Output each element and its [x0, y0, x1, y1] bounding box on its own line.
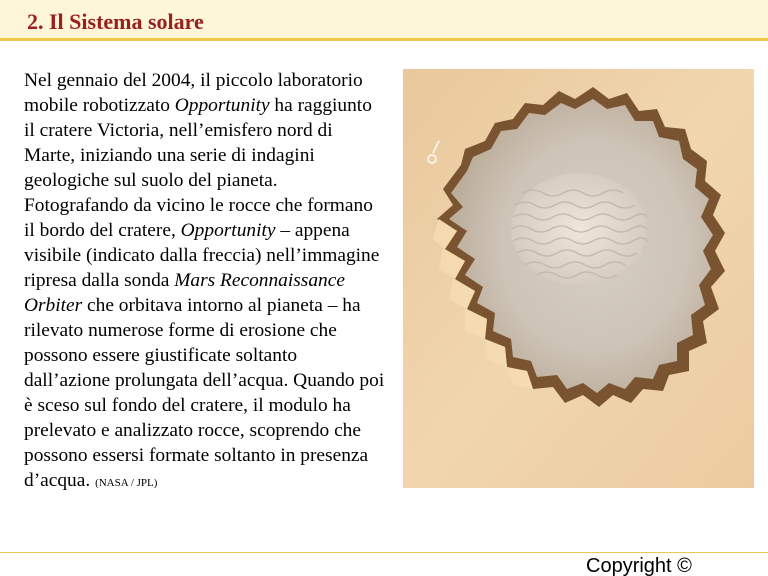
copyright-notice: Copyright © — [586, 555, 692, 576]
footer-divider — [0, 552, 768, 553]
crater-photo — [403, 69, 754, 488]
text-segment-2: ha raggiunto il cratere Victoria, nell’emisfero nord di Marte, iniziando una serie di indagini geologiche sul suolo del pianeta. Fotografando da vicino le rocce che formano il bordo del cratere, — [24, 95, 373, 241]
rover-name-2: Opportunity — [180, 220, 276, 241]
slide-title: 2. Il Sistema solare — [27, 9, 204, 34]
header-divider — [0, 38, 768, 41]
orbiter-name: Mars Reconnaissance Orbiter — [24, 270, 345, 316]
text-segment-1: Nel gennaio del 2004, il piccolo laboratorio mobile robotizzato — [24, 70, 363, 116]
text-segment-4: che orbitava intorno al pianeta – ha rilevato numerose forme di erosione che possono essere giustificate soltanto dall’azione prolungata dell’acqua. Quando poi è sceso sul fondo del cratere, il modulo ha prelevato e analizzato rocce, scoprendo che possono essersi formate soltanto in presenza d’acqua. — [24, 295, 385, 491]
rover-name-1: Opportunity — [174, 95, 270, 116]
body-paragraph — [24, 68, 386, 496]
text-segment-3: – appena visibile (indicato dalla freccia) nell’immagine ripresa dalla sonda — [24, 220, 380, 291]
image-credit: (NASA / JPL) — [95, 477, 158, 489]
